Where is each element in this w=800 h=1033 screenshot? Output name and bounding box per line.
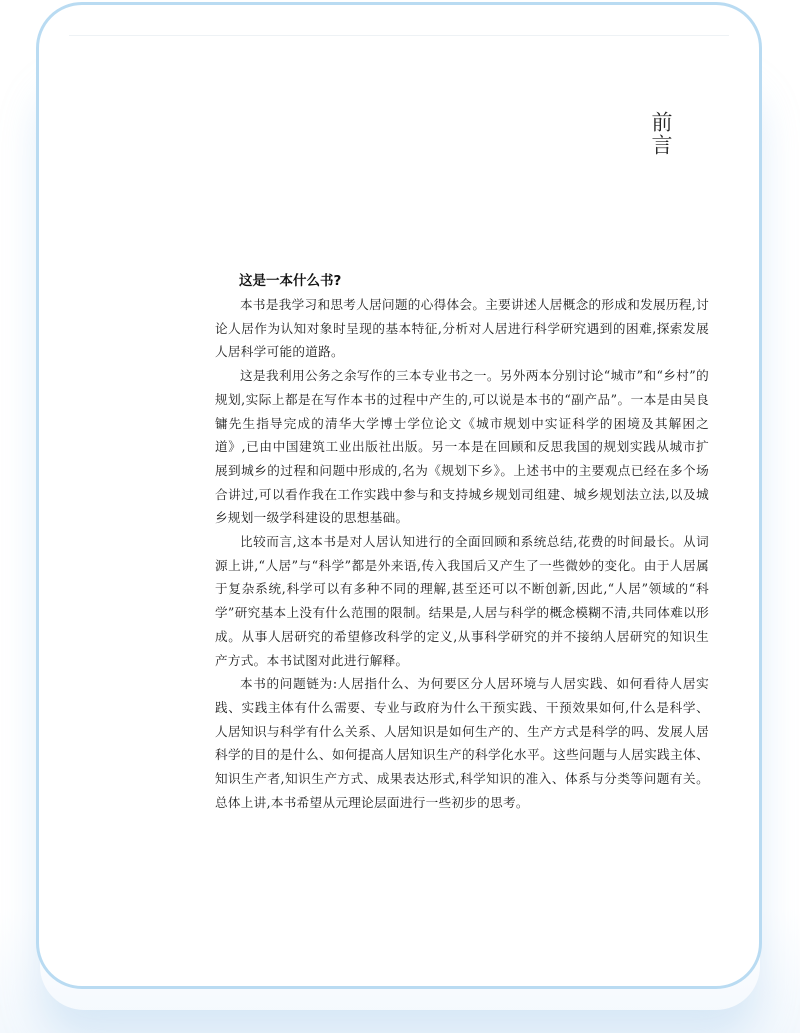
paragraph-1: 本书是我学习和思考人居问题的心得体会。主要讲述人居概念的形成和发展历程,讨论人居作为认知对象时呈现的基本特征,分析对人居进行科学研究遇到的困难,探索发展人居科学可能的道路。 [215,297,709,360]
body-text [215,270,709,814]
paragraph-2: 这是我利用公务之余写作的三本专业书之一。另外两本分别讨论“城市”和“乡村”的规划,实际上都是在写作本书的过程中产生的,可以说是本书的“副产品”。一本是由吴良镛先生指导完成的清华大学博士学位论文《城市规划中实证科学的困境及其解困之道》,已由中国建筑工业出版社出版。另一本是在回顾和反思我国的规划实践从城市扩展到城乡的过程和问题中形成的,名为《规划下乡》。上述书中的主要观点已经在多个场合讲过,可以看作我在工作实践中参与和支持城乡规划司组建、城乡规划法立法,以及城乡规划一级学科建设的思想基础。 [215,368,709,526]
top-divider [69,35,729,36]
page-card [36,2,762,989]
paragraph-3: 比较而言,这本书是对人居认知进行的全面回顾和系统总结,花费的时间最长。从词源上讲,“人居”与“科学”都是外来语,传入我国后又产生了一些微妙的变化。由于人居属于复杂系统,科学可以有多种不同的理解,甚至还可以不断创新,因此,“人居”领域的“科学”研究基本上没有什么范围的限制。结果是,人居与科学的概念模糊不清,共同体难以形成。从事人居研究的希望修改科学的定义,从事科学研究的并不接纳人居研究的知识生产方式。本书试图对此进行解释。 [215,534,709,668]
paragraph-4: 本书的问题链为:人居指什么、为何要区分人居环境与人居实践、如何看待人居实践、实践主体有什么需要、专业与政府为什么干预实践、干预效果如何,什么是科学、人居知识与科学有什么关系、人居知识是如何生产的、生产方式是科学的吗、发展人居科学的目的是什么、如何提高人居知识生产的科学化水平。这些问题与人居实践主体、知识生产者,知识生产方式、成果表达形式,科学知识的准入、体系与分类等问题有关。总体上讲,本书希望从元理论层面进行一些初步的思考。 [215,676,709,810]
section-heading: 这是一本什么书? [239,273,342,289]
page-title: 前言 [649,111,673,157]
